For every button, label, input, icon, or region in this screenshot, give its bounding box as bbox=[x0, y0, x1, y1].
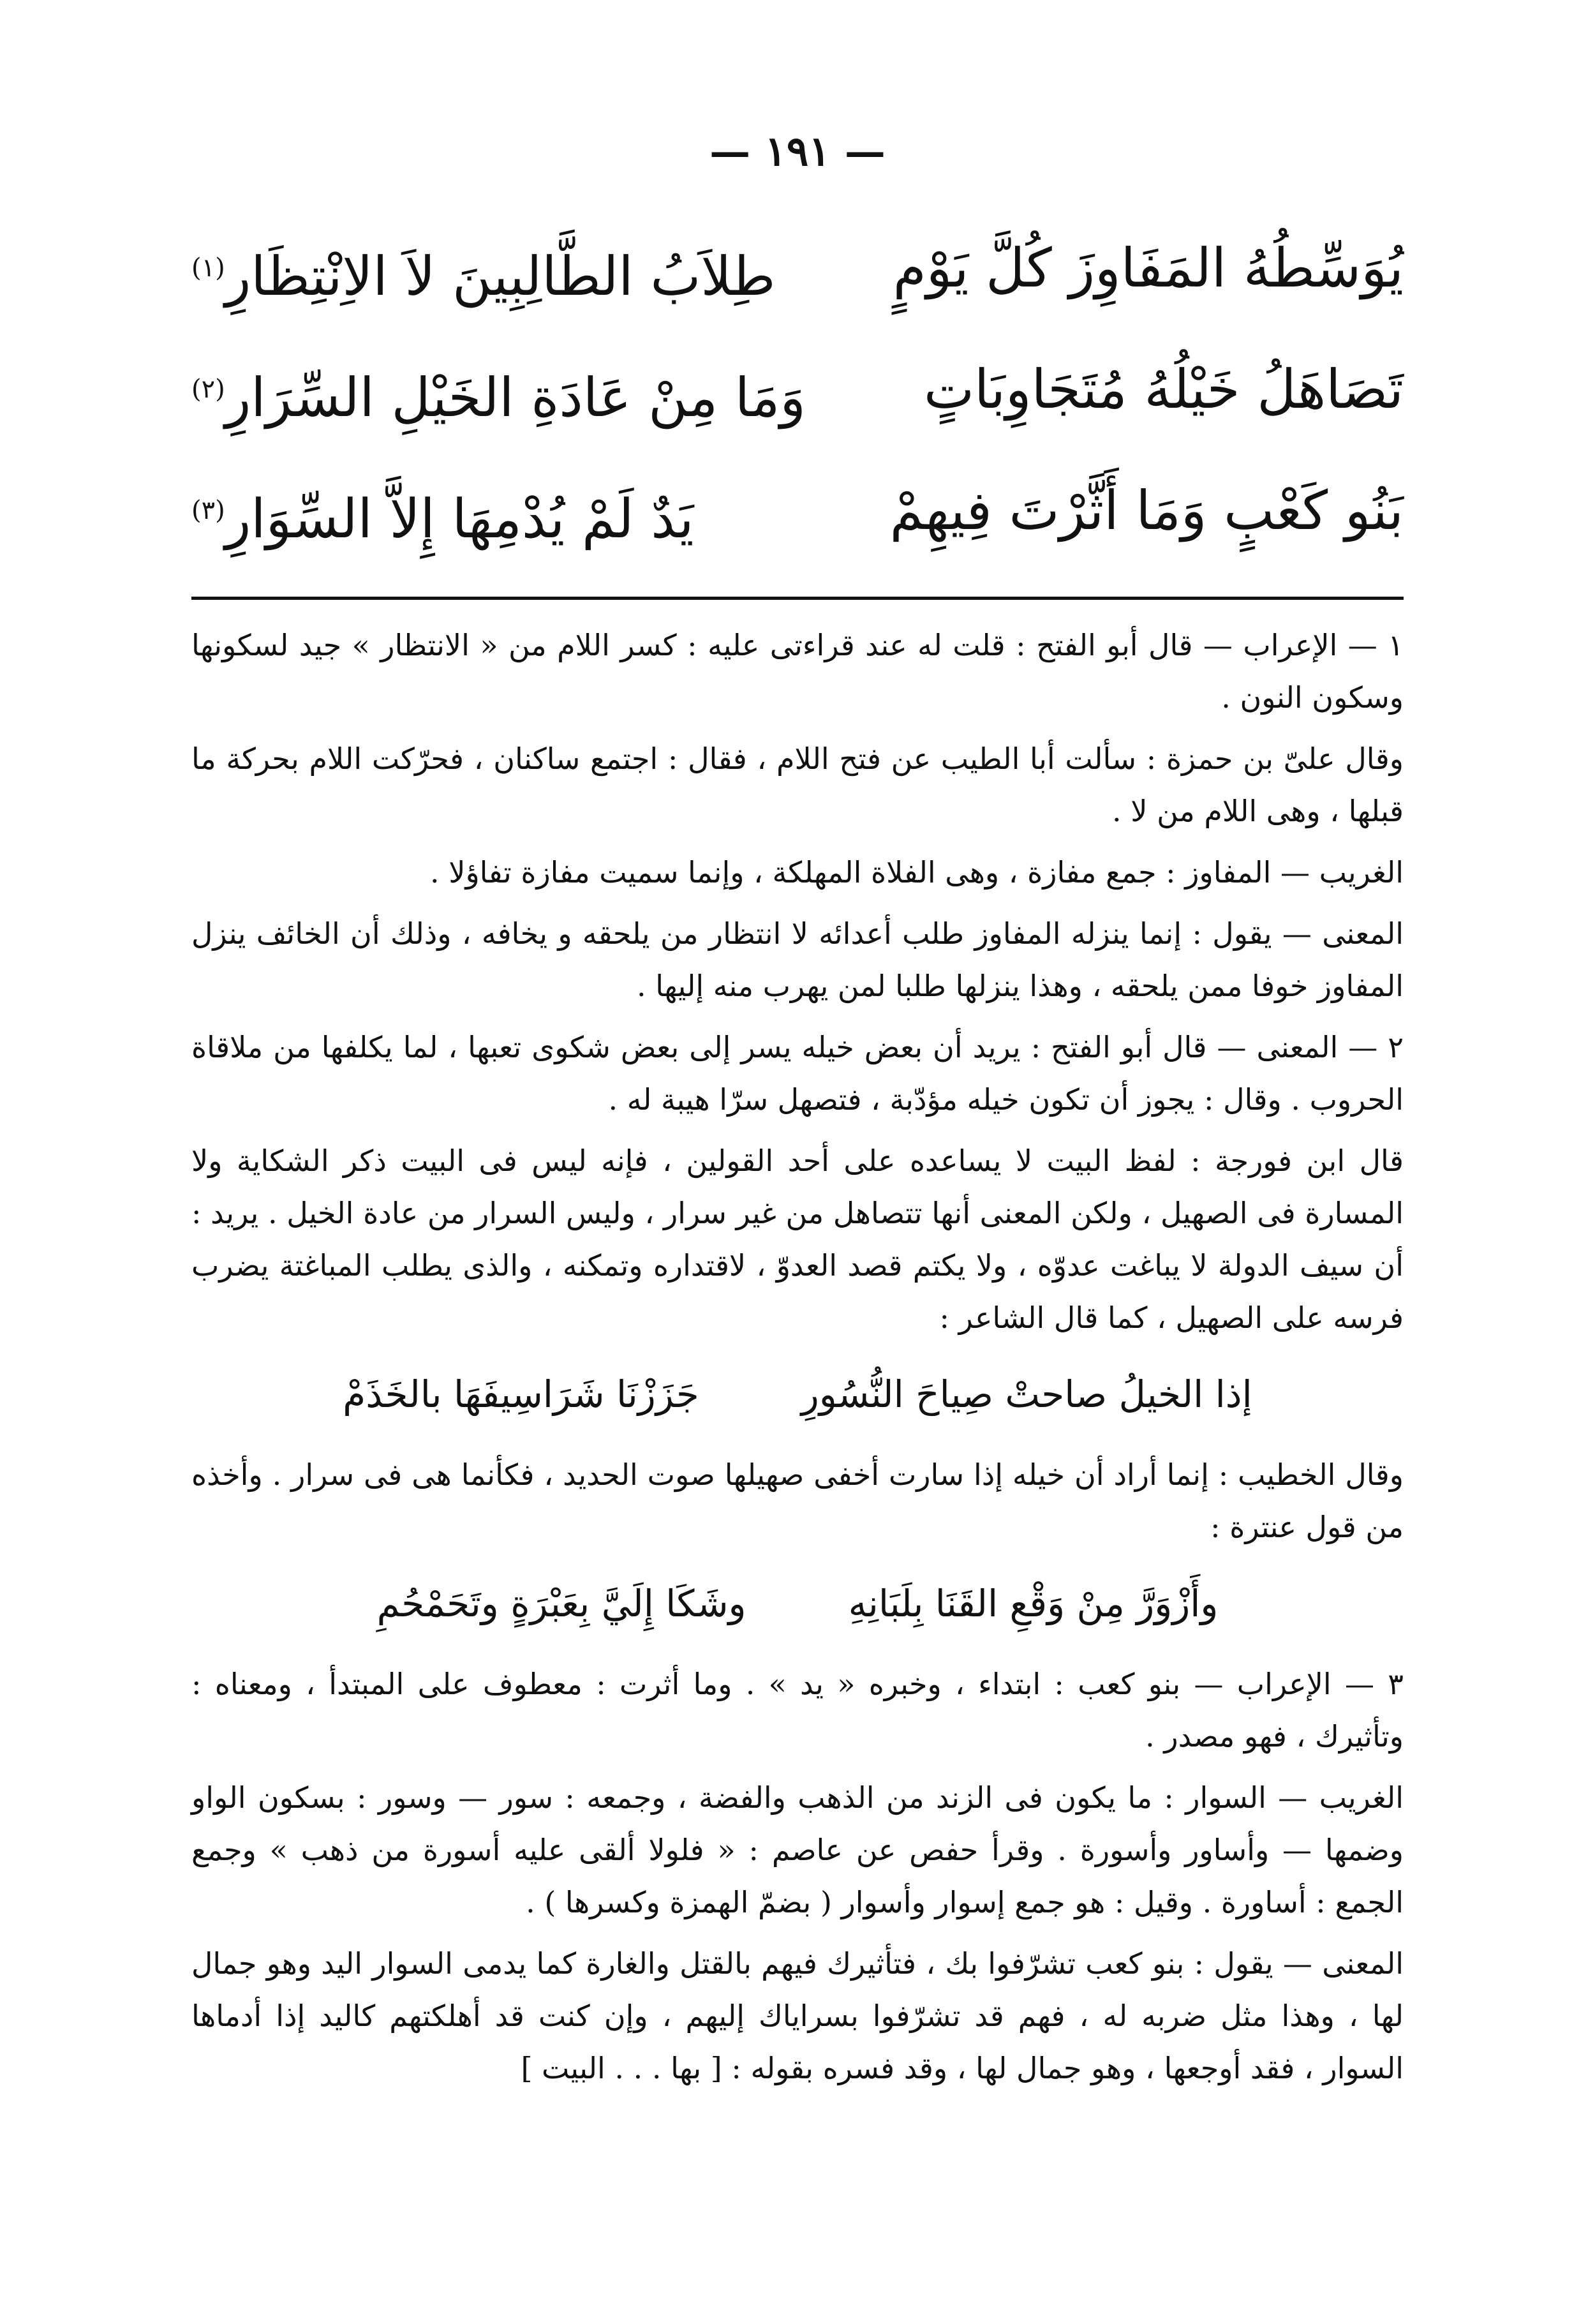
quoted-verse bbox=[191, 1353, 1404, 1436]
verse-hemistich-text: وَمَا مِنْ عَادَةِ الخَيْلِ السِّرَارِ bbox=[225, 366, 806, 429]
quoted-verse bbox=[191, 1562, 1404, 1645]
commentary-paragraph: قال ابن فورجة : لفظ البيت لا يساعده على أحد القولين ، فإنه ليس فى البيت ذكر الشكاية ولا المسارة فى الصهيل ، ولكن المعنى أنها تتصاهل من غير سرار ، وليس السرار من عادة الخيل . يريد : أن سيف الدولة لا يباغت عدوّه ، ولا يكتم قصد العدوّ ، لاقتداره وتمكنه ، والذى يطلب المباغتة يضرب فرسه على الصهيل ، كما قال الشاعر : bbox=[191, 1143, 1404, 1335]
quoted-hemistich-right: إذا الخيلُ صاحتْ صِياحَ النُّسُورِ bbox=[801, 1373, 1252, 1416]
verse-hemistich-text: طِلاَبُ الطَّالِبِينَ لاَ الاِنْتِظَارِ bbox=[225, 245, 776, 308]
verse-line bbox=[191, 450, 1404, 571]
commentary-paragraph: ٢ — المعنى — قال أبو الفتح : يريد أن بعض خيله يسر إلى بعض شكوى تعبها ، لما يكلفها من ملاقاة الحروب . وقال : يجوز أن تكون خيله مؤدّبة ، فتصهل سرّا هيبة له . bbox=[191, 1030, 1404, 1117]
verses bbox=[191, 207, 1404, 571]
commentary bbox=[191, 619, 1404, 2094]
verse-line bbox=[191, 207, 1404, 329]
commentary-paragraph: ٣ — الإعراب — بنو كعب : ابتداء ، وخبره « يد » . وما أثرت : معطوف على المبتدأ ، ومعناه : وتأثيرك ، فهو مصدر . bbox=[191, 1667, 1404, 1754]
verse-line bbox=[191, 329, 1404, 450]
commentary-paragraph: وقال الخطيب : إنما أراد أن خيله إذا سارت أخفى صهيلها صوت الحديد ، فكأنما هى فى سرار . وأخذه من قول عنترة : bbox=[191, 1457, 1404, 1544]
verse-hemistich-text: يَدٌ لَمْ يُدْمِهَا إِلاَّ السِّوَارِ bbox=[225, 488, 694, 550]
verse-hemistich-left bbox=[191, 329, 806, 450]
footnote-marker: (١) bbox=[191, 253, 225, 283]
commentary-paragraph: المعنى — يقول : بنو كعب تشرّفوا بك ، فتأثيرك فيهم بالقتل والغارة كما يدمى السوار اليد وهو جمال لها ، وهذا مثل ضربه له ، فهم قد تشرّفوا بسراياك إليهم ، وإن كنت قد أهلكتهم كاليد إذا أدماها السوار ، فقد أوجعها ، وهو جمال لها ، وقد فسره بقوله : [ بها . . . البيت ] bbox=[191, 1946, 1404, 2085]
commentary-paragraph: المعنى — يقول : إنما ينزله المفاوز طلب أعدائه لا انتظار من يلحقه و يخافه ، وذلك أن الخائف ينزل المفاوز خوفا ممن يلحقه ، وهذا ينزلها طلبا لمن يهرب منه إليها . bbox=[191, 916, 1404, 1003]
footnote-marker: (٣) bbox=[191, 496, 225, 525]
verse-hemistich-left bbox=[191, 207, 775, 329]
verse-hemistich-right: بَنُو كَعْبٍ وَمَا أَثَّرْتَ فِيهِمْ bbox=[889, 479, 1404, 542]
page-number: — ١٩١ — bbox=[709, 128, 886, 175]
verse-hemistich-left bbox=[191, 450, 694, 571]
verse-hemistich-right: يُوَسِّطُهُ المَفَاوِزَ كُلَّ يَوْمٍ bbox=[893, 237, 1404, 299]
commentary-paragraph: ١ — الإعراب — قال أبو الفتح : قلت له عند قراءتى عليه : كسر اللام من « الانتظار » جيد لسكونها وسكون النون . bbox=[191, 628, 1404, 715]
divider-rule bbox=[191, 597, 1404, 600]
commentary-paragraph: وقال علىّ بن حمزة : سألت أبا الطيب عن فتح اللام ، فقال : اجتمع ساكنان ، فحرّكت اللام بحركة ما قبلها ، وهى اللام من لا . bbox=[191, 741, 1404, 828]
quoted-hemistich-left: وشَكَا إِلَيَّ بِعَبْرَةٍ وتَحَمْحُمِ bbox=[376, 1582, 746, 1625]
footnote-marker: (٢) bbox=[191, 375, 225, 404]
quoted-hemistich-left: جَزَزْنَا شَرَاسِيفَهَا بالخَذَمْ bbox=[343, 1373, 699, 1416]
commentary-paragraph: الغريب — المفاوز : جمع مفازة ، وهى الفلاة المهلكة ، وإنما سميت مفازة تفاؤلا . bbox=[429, 855, 1404, 890]
quoted-hemistich-right: وأَزْوَرَّ مِنْ وَقْعِ القَنَا بِلَبَانِهِ bbox=[848, 1582, 1219, 1625]
commentary-paragraph: الغريب — السوار : ما يكون فى الزند من الذهب والفضة ، وجمعه : سور — وسور : بسكون الواو وضمها — وأساور وأسورة . وقرأ حفص عن عاصم : « فلولا ألقى عليه أسورة من ذهب » وجمع الجمع : أساورة . وقيل : هو جمع إسوار وأسوار ( بضمّ الهمزة وكسرها ) . bbox=[191, 1780, 1404, 1919]
verse-hemistich-right: تَصَاهَلُ خَيْلُهُ مُتَجَاوِبَاتٍ bbox=[923, 358, 1404, 421]
